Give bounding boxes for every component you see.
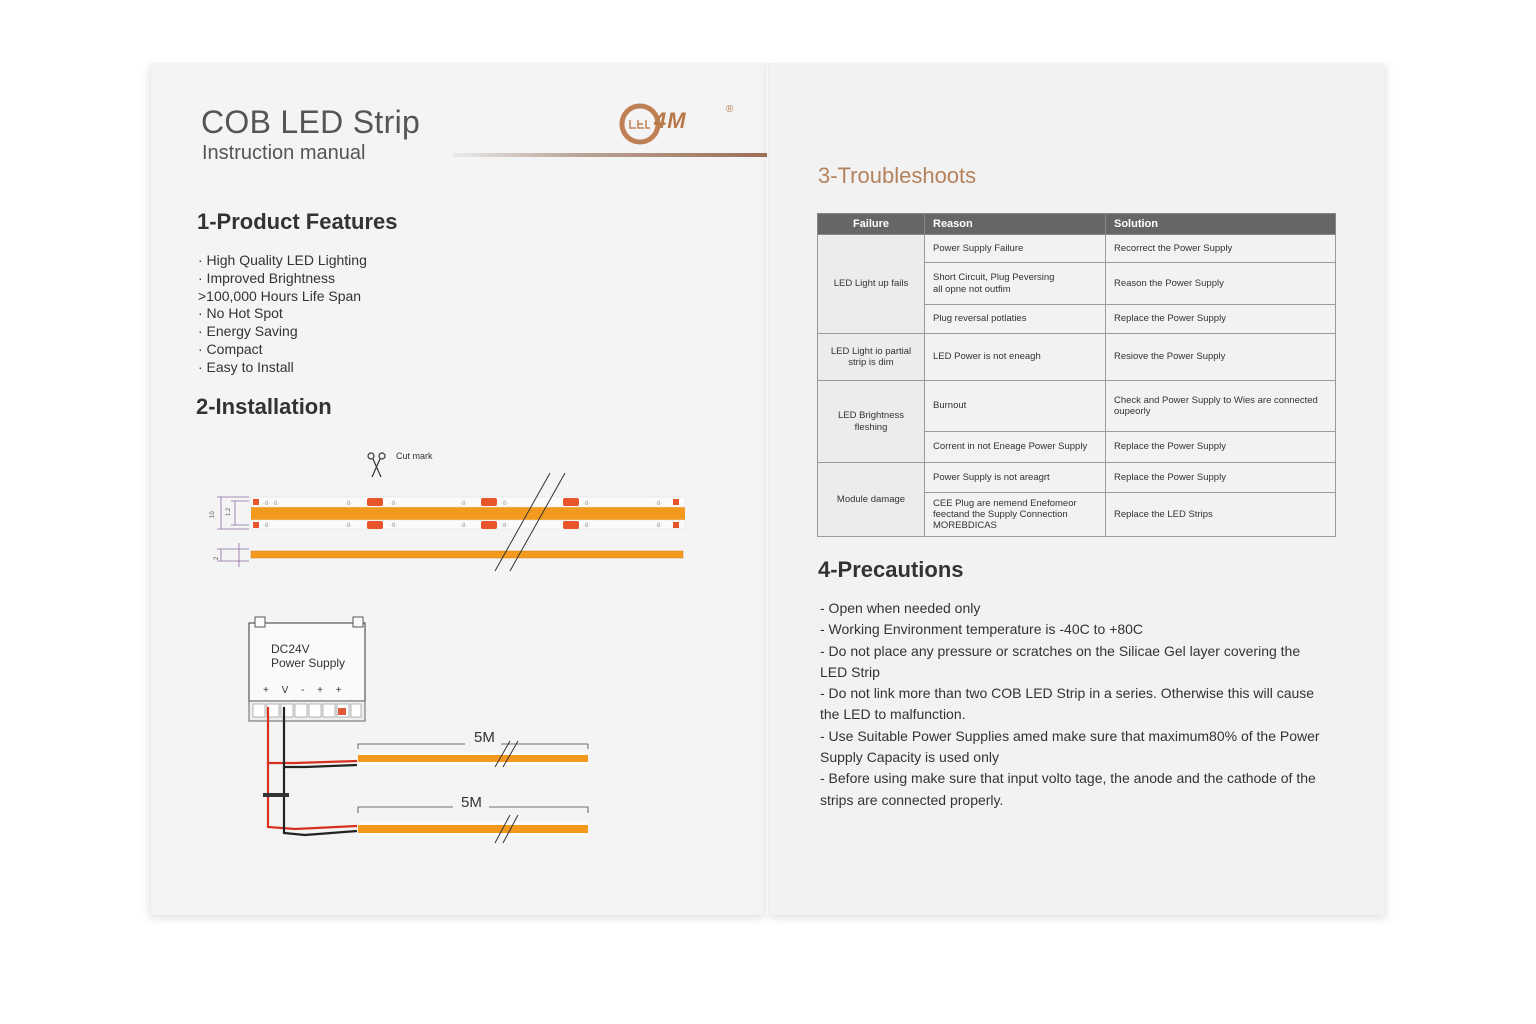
precaution-item: - Do not place any pressure or scratches on the Silicae Gel layer covering the LED Strip	[820, 642, 1301, 680]
table-row	[818, 381, 1336, 432]
dimension-marks	[217, 497, 249, 567]
table-row	[818, 334, 1336, 381]
svg-text:·8·: ·8·	[460, 523, 468, 529]
scissors-icon	[368, 453, 385, 477]
precaution-item: - Use Suitable Power Supplies amed make sure that maximum80% of the Power Supply Capacity is used only	[820, 727, 1320, 766]
table-row	[818, 235, 1336, 263]
reason-cell: Corrent in not Eneage Power Supply	[925, 432, 1106, 463]
feature-item: · Energy Saving	[198, 323, 298, 340]
svg-text:·8·: ·8·	[583, 501, 591, 507]
solution-cell: Replace the Power Supply	[1106, 305, 1336, 334]
precautions-heading: 4-Precautions	[818, 557, 964, 582]
solution-cell: Resiove the Power Supply	[1106, 334, 1336, 381]
strip-2-length: 5M	[461, 794, 482, 811]
psu-terminal-labels: + V - + +	[263, 685, 342, 696]
failure-cell: LED Brightness fleshing	[818, 381, 925, 463]
wiring	[268, 707, 357, 835]
troubleshoot-heading: 3-Troubleshoots	[818, 163, 977, 188]
feature-item: · High Quality LED Lighting	[198, 252, 367, 268]
cut-mark-label: Cut mark	[396, 451, 433, 461]
svg-text:·8·: ·8·	[390, 523, 398, 529]
logo-registered: ®	[726, 104, 734, 115]
column-solution: Solution	[1106, 214, 1336, 235]
table-header-row	[818, 214, 1336, 235]
svg-text:·8·: ·8·	[263, 523, 271, 529]
led-strip-side-view	[251, 551, 683, 558]
led-strip-2	[358, 807, 588, 843]
psu-label-voltage: DC24V	[271, 642, 310, 656]
led-strip-top-view	[251, 497, 685, 529]
failure-cell: LED Light io partial strip is dim	[818, 334, 925, 381]
solution-cell: Check and Power Supply to Wies are connected oupeorly	[1106, 381, 1336, 432]
strip-1-length: 5M	[474, 729, 495, 746]
reason-cell: LED Power is not eneagh	[925, 334, 1106, 381]
features-heading: 1-Product Features	[197, 209, 398, 234]
svg-text:·8·: ·8·	[345, 501, 353, 507]
precaution-item: - Open when needed only	[820, 600, 981, 616]
feature-item: · Easy to Install	[198, 358, 294, 375]
svg-text:1.2: 1.2	[226, 507, 232, 516]
reason-cell: Short Circuit, Plug Peversing all opne not outfim	[925, 263, 1106, 305]
column-failure: Failure	[818, 214, 925, 235]
precautions-list	[820, 598, 1320, 811]
precaution-item: - Working Environment temperature is -40C to +80C	[820, 621, 1144, 638]
svg-text:·8·: ·8·	[655, 501, 663, 507]
troubleshoot-table	[817, 213, 1336, 537]
precaution-item: - Before using make sure that input volto tage, the anode and the cathode of the strips are connected properly.	[820, 770, 1316, 808]
installation-heading: 2-Installation	[196, 394, 332, 419]
failure-cell: Module damage	[818, 463, 925, 537]
feature-item: · Improved Brightness	[198, 269, 335, 286]
svg-text:·8· ·8·: ·8· ·8·	[263, 501, 280, 507]
solution-cell: Replace the Power Supply	[1106, 463, 1336, 493]
solution-cell: Recorrect the Power Supply	[1106, 235, 1336, 263]
failure-cell: LED Light up fails	[818, 235, 925, 334]
feature-item: · No Hot Spot	[198, 305, 283, 322]
reason-cell: Power Supply Failure	[925, 235, 1106, 263]
svg-text:·8·: ·8·	[501, 501, 509, 507]
page-fold	[765, 63, 769, 915]
feature-item: · Compact	[198, 340, 263, 357]
precaution-item: - Do not link more than two COB LED Strip in a series. Otherwise this will cause the LED to malfunction.	[820, 685, 1315, 723]
column-reason: Reason	[925, 214, 1106, 235]
svg-text:·8·: ·8·	[501, 523, 509, 529]
svg-text:·8·: ·8·	[655, 523, 663, 529]
logo-wordmark: 4M	[654, 108, 687, 133]
svg-text:·8·: ·8·	[460, 501, 468, 507]
features-list	[198, 252, 367, 377]
brand-logo	[618, 102, 738, 146]
reason-cell: Power Supply is not areagrt	[925, 463, 1106, 493]
reason-cell: CEE Plug are nemend Enefomeor feectand the Supply Connection MOREBDICAS	[925, 493, 1106, 537]
manual-title: COB LED Strip	[201, 104, 421, 140]
manual-subtitle: Instruction manual	[202, 142, 366, 164]
reason-cell: Burnout	[925, 381, 1106, 432]
table-row	[818, 463, 1336, 493]
svg-text:10: 10	[210, 511, 216, 518]
svg-text:·8·: ·8·	[345, 523, 353, 529]
reason-cell: Plug reversal potlaties	[925, 305, 1106, 334]
installation-diagram	[195, 445, 695, 845]
svg-text:·8·: ·8·	[583, 523, 591, 529]
svg-text:·8·: ·8·	[390, 501, 398, 507]
header-rule	[453, 153, 767, 157]
psu-label-name: Power Supply	[271, 656, 346, 670]
solution-cell: Reason the Power Supply	[1106, 263, 1336, 305]
wire-connector	[263, 793, 289, 797]
solution-cell: Replace the Power Supply	[1106, 432, 1336, 463]
feature-item: >100,000 Hours Life Span	[198, 287, 362, 304]
svg-text:2: 2	[214, 556, 220, 560]
solution-cell: Replace the LED Strips	[1106, 493, 1336, 537]
